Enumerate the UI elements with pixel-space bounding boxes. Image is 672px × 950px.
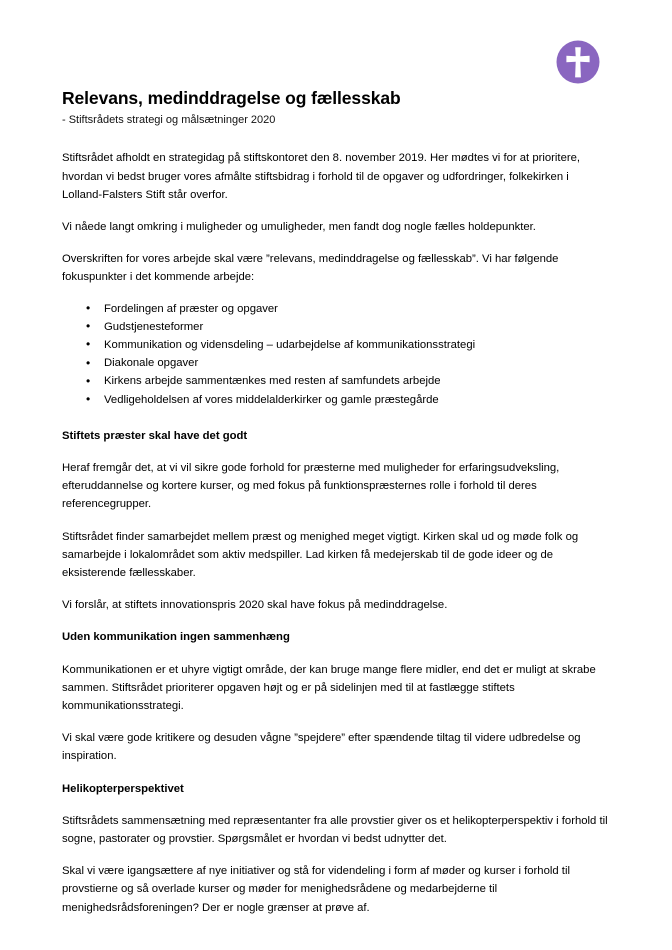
paragraph-innovationspris: Vi forslår, at stiftets innovationspris 2020 skal have fokus på medinddragelse. (62, 599, 448, 612)
cross-in-circle-logo (556, 40, 600, 84)
list-item: • Fordelingen af præster og opgaver (62, 301, 612, 318)
list-item: • Gudstjenesteformer (62, 319, 612, 336)
cross-in-circle-icon (556, 40, 600, 84)
paragraph-sammensaetning: Stiftsrådets sammensætning med repræsentanter fra alle provstier giver os et helikopterperspektiv i forhold til sogne, pastorater og provstier. Spørgsmålet er hvordan vi bedst udnytter det. (62, 814, 608, 845)
page-subtitle: - Stiftsrådets strategi og målsætninger 2020 (62, 114, 276, 126)
paragraph-kommunikationen: Kommunikationen er et uhyre vigtigt område, der kan bruge mange flere midler, end det er muligt at skrabe sammen. Stiftsrådet prioriterer opgaven højt og er på sidelinjen med til at fastlægge stiftets kommunikationsstrategi. (62, 663, 596, 712)
list-item: • Vedligeholdelsen af vores middelalderkirker og gamle præstegårde (62, 392, 612, 409)
focus-points-list (62, 301, 612, 409)
subheading-praester: Stiftets præster skal have det godt (62, 429, 248, 442)
paragraph-intro: Stiftsrådet afholdt en strategidag på stiftskontoret den 8. november 2019. Her mødtes vi for at prioritere, hvordan vi bedst bruger vores afmålte stiftsbidrag i forhold til de opgaver og udfordringer, folkekirken i Lolland-Falsters Stift står overfor. (62, 152, 581, 201)
document-body (62, 149, 612, 917)
title-block (62, 0, 612, 127)
paragraph-holdepunkter: Vi nåede langt omkring i muligheder og umuligheder, men fandt dog nogle fælles holdepunkter. (62, 220, 536, 233)
list-item: • Kirkens arbejde sammentænkes med resten af samfundets arbejde (62, 373, 612, 390)
list-item: • Kommunikation og vidensdeling – udarbejdelse af kommunikationsstrategi (62, 337, 612, 354)
subheading-helikopter: Helikopterperspektivet (62, 782, 184, 795)
subheading-kommunikation: Uden kommunikation ingen sammenhæng (62, 631, 290, 644)
paragraph-heraf: Heraf fremgår det, at vi vil sikre gode forhold for præsterne med muligheder for erfaringsudveksling, efteruddannelse og kortere kurser, og med fokus på funktionspræsternes rolle i forhold til deres referencegrupper. (62, 461, 560, 511)
paragraph-overskriften: Overskriften for vores arbejde skal være ”relevans, medinddragelse og fællesskab”. Vi har følgende fokuspunkter i det kommende arbejde: (62, 253, 559, 284)
paragraph-kritikere: Vi skal være gode kritikere og desuden vågne ”spejdere” efter spændende tiltag til videre udbredelse og inspiration. (62, 732, 581, 763)
paragraph-samarbejde: Stiftsrådet finder samarbejdet mellem præst og menighed meget vigtigt. Kirken skal ud og møde folk og samarbejde i lokalområdet som aktiv medspiller. Lad kirken få medejerskab til de gode ideer og de eksisterende fællesskaber. (62, 530, 579, 579)
paragraph-igangsaettere: Skal vi være igangsættere af nye initiativer og stå for videndeling i form af møder og kurser i forhold til provstierne og så overlade kurser og møder for menighedsrådene og medarbejderne til menighedsrådsforeningen? Der er nogle grænser at prøve af. (62, 865, 570, 914)
page-title: Relevans, medinddragelse og fællesskab (62, 88, 401, 108)
list-item: • Diakonale opgaver (62, 355, 612, 372)
